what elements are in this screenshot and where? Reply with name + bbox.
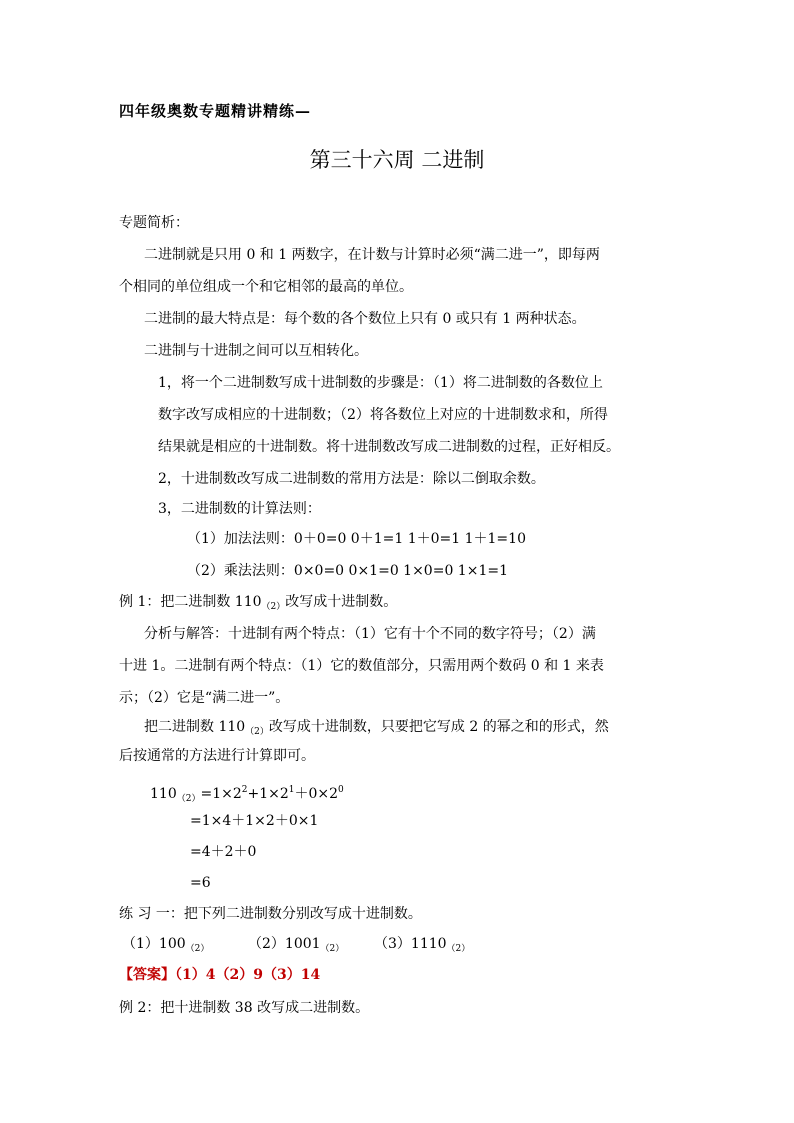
calc-term: +1×2 <box>247 786 289 802</box>
rule-multiplication: （2）乘法法则：0×0=0 0×1=0 1×0=0 1×1=1 <box>187 563 508 579</box>
rule-addition: （1）加法法则：0＋0=0 0＋1=1 1＋0=1 1＋1=10 <box>187 531 526 547</box>
analysis-line: 十进 1。二进制有两个特点：（1）它的数值部分，只需用两个数码 0 和 1 来表 <box>119 658 604 674</box>
calc-term: ＋0×2 <box>294 786 339 802</box>
base-subscript: （2） <box>245 727 269 737</box>
paragraph-line: 二进制与十进制之间可以互相转化。 <box>144 343 368 359</box>
analysis-line: 后按通常的方法进行计算即可。 <box>119 748 315 764</box>
paragraph-line: 个相同的单位组成一个和它相邻的最高的单位。 <box>119 279 413 295</box>
intro-label: 专题简析： <box>119 215 189 231</box>
page-title: 第三十六周 二进制 <box>309 148 485 172</box>
analysis-line: 分析与解答：十进制有两个特点：（1）它有十个不同的数字符号；（2）满 <box>144 626 596 642</box>
example-1-suffix: 改写成十进制数。 <box>285 594 398 610</box>
practice-item <box>122 934 209 959</box>
base-subscript: （2） <box>320 944 345 954</box>
analysis-text: 改写成十进制数，只要把它写成 2 的幂之和的形式，然 <box>268 719 609 735</box>
step-line: 结果就是相应的十进制数。将十进制数改写成二进制数的过程，正好相反。 <box>158 439 620 455</box>
answer-text: （1）4（2）9（3）14 <box>175 967 321 983</box>
analysis-line: 示；（2）它是“满二进一”。 <box>119 690 290 706</box>
answer-tag: 【答案】 <box>119 967 175 983</box>
answer-line <box>119 965 320 985</box>
calculation-line: =4＋2＋0 <box>190 844 257 860</box>
exponent: 0 <box>338 785 344 795</box>
paragraph-line: 二进制的最大特点是：每个数的各个数位上只有 0 或只有 1 两种状态。 <box>144 311 586 327</box>
example-1-prefix: 例 1：把二进制数 110 <box>119 594 262 610</box>
example-2: 例 2：把十进制数 38 改写成二进制数。 <box>119 1000 370 1016</box>
base-subscript: （2） <box>185 944 210 954</box>
exponent: 2 <box>241 785 248 795</box>
document-header: 四年级奥数专题精讲精练— <box>119 102 312 120</box>
analysis-text: 把二进制数 110 <box>144 719 246 735</box>
practice-item-label: （1）100 <box>122 936 186 952</box>
calculation-line: =1×4＋1×2＋0×1 <box>190 813 319 829</box>
step-line: 2，十进制数改写成二进制数的常用方法是：除以二倒取余数。 <box>158 471 545 487</box>
base-subscript: （2） <box>176 794 201 804</box>
calc-term: =1×2 <box>200 786 242 802</box>
step-line: 数字改写成相应的十进制数；（2）将各数位上对应的十进制数求和，所得 <box>158 407 608 423</box>
practice-item <box>248 934 344 959</box>
practice-heading: 练 习 一：把下列二进制数分别改写成十进制数。 <box>119 906 422 922</box>
exponent: 1 <box>288 785 295 795</box>
step-line: 3，二进制数的计算法则： <box>158 501 321 517</box>
practice-item-label: （2）1001 <box>248 936 321 952</box>
base-subscript: （2） <box>261 602 286 612</box>
base-subscript: （2） <box>446 944 471 954</box>
analysis-line <box>144 717 609 742</box>
step-line: 1，将一个二进制数写成十进制数的步骤是：（1）将二进制数的各数位上 <box>158 375 603 391</box>
practice-item <box>374 934 470 959</box>
practice-item-label: （3）1110 <box>374 936 447 952</box>
calculation-line <box>150 780 344 809</box>
paragraph-line: 二进制就是只用 0 和 1 两数字，在计数与计算时必须“满二进一”，即每两 <box>144 247 600 263</box>
example-1 <box>119 592 397 617</box>
calc-number: 110 <box>150 786 177 802</box>
calculation-line: =6 <box>190 875 211 891</box>
